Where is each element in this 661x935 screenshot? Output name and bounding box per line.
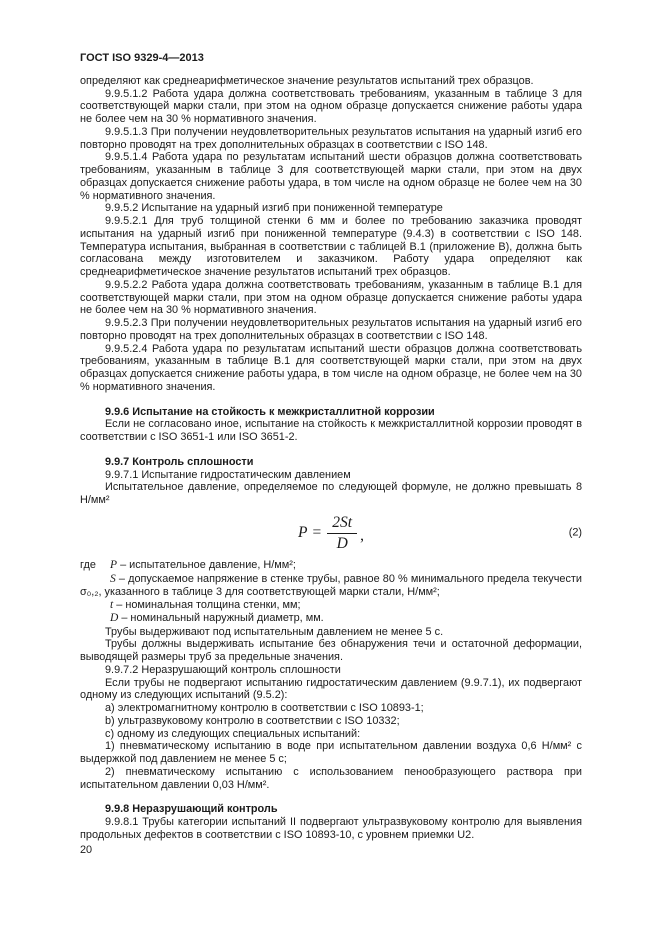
clause-9-9-8-1: 9.9.8.1 Трубы категории испытаний II подвергают ультразвуковому контролю для выявления продольных дефектов в соответствии с ISO 10893-10, с уровнем приемки U2. (80, 816, 582, 841)
formula-definitions (80, 559, 582, 626)
where-lead: где (80, 559, 96, 572)
formula-fraction (327, 514, 357, 553)
definition-P-text: – испытательное давление, Н/мм²; (120, 559, 296, 572)
formula-trailing-comma: , (360, 526, 364, 544)
definition-D-text: – номинальный наружный диаметр, мм. (121, 612, 324, 625)
clause-9-9-6-body: Если не согласовано иное, испытание на стойкость к межкристаллитной коррозии проводят в соответствии с ISO 3651-1 или ISO 3651-2. (80, 418, 582, 444)
list-item-c-1: 1) пневматическому испытанию в воде при испытательном давлении воздуха 0,6 Н/мм² с выдержкой под давлением не менее 5 с; (80, 740, 582, 766)
list-item-b: b) ультразвуковому контролю в соответствии с ISO 10332; (105, 714, 400, 727)
formula-block (80, 514, 582, 553)
symbol-t: t (110, 598, 114, 611)
section-heading-9-9-7: 9.9.7 Контроль сплошности (105, 455, 254, 468)
formula-equals-sign: = (312, 524, 322, 542)
symbol-D: D (110, 612, 119, 625)
section-heading-9-9-8: 9.9.8 Неразрушающий контроль (105, 803, 278, 816)
section-heading-9-9-6: 9.9.6 Испытание на стойкость к межкристаллитной коррозии (105, 405, 435, 418)
list-item-c-2: 2) пневматическому испытанию с использованием пенообразующего раствора при испытательном давлении 0,03 Н/мм². (80, 765, 582, 791)
definition-t-text: – номинальная толщина стенки, мм; (116, 598, 301, 611)
symbol-P: P (110, 559, 118, 572)
clause-9-9-7-1-body: Испытательное давление, определяемое по следующей формуле, не должно превышать 8 Н/мм² (80, 481, 582, 507)
page-number: 20 (80, 843, 93, 856)
clause-9-9-7-2-title: 9.9.7.2 Неразрушающий контроль сплошности (105, 663, 341, 676)
clause-9-9-5-1-2: 9.9.5.1.2 Работа удара должна соответствовать требованиям, указанным в таблице 3 для соответствующей марки стали, при этом на одном образце допускается снижение работы удара не более чем на 30 % нормативного значения. (80, 87, 582, 126)
clause-9-9-5-2-3: 9.9.5.2.3 При получении неудовлетворительных результатов испытания на ударный изгиб его повторно проводят на трех дополнительных образцах в соответствии с ISO 148. (80, 317, 582, 342)
clause-9-9-5-1-3: 9.9.5.1.3 При получении неудовлетворительных результатов испытания на ударный изгиб его повторно проводят на трех дополнительных образцах в соответствии с ISO 148. (80, 125, 582, 151)
clause-pressure-hold: Трубы выдерживают под испытательным давлением не менее 5 с. (105, 625, 444, 638)
definition-D (80, 612, 582, 625)
clause-9-9-5-1-4: 9.9.5.1.4 Работа удара по результатам испытаний шести образцов должна соответствовать требованиям, указанным в таблице 3 для соответствующей марки стали, при этом на двух образцах допускается снижение работы удара, в том числе на одном образце не более чем на 30 % нормативного значения. (80, 151, 582, 202)
list-item-a: a) электромагнитному контролю в соответствии с ISO 10893-1; (105, 702, 424, 715)
definition-P (80, 559, 582, 572)
clause-9-9-7-2-body: Если трубы не подвергают испытанию гидростатическим давлением (9.9.7.1), их подвергают одному из следующих испытаний (9.5.2): (80, 676, 582, 702)
clause-9-9-5-2-2: 9.9.5.2.2 Работа удара должна соответствовать требованиям, указанным в таблице B.1 для соответствующей марки стали, при этом на одном образце допускается снижение работы удара не более чем на 30 % нормативного значения. (80, 278, 582, 317)
definition-t (80, 599, 582, 612)
list-item-c: c) одному из следующих специальных испытаний: (105, 727, 361, 740)
clause-9-9-5-2-4: 9.9.5.2.4 Работа удара по результатам испытаний шести образцов должна соответствовать требованиям, указанным в таблице B.1 для соответствующей марки стали, при этом на двух образцах допускается снижение работы удара, в том числе на одном образце, не более чем на 30 % нормативного значения. (80, 342, 582, 393)
formula-equation (298, 514, 364, 553)
document-header: ГОСТ ISO 9329-4—2013 (80, 52, 204, 64)
clause-9-9-5-2-1: 9.9.5.2.1 Для труб толщиной стенки 6 мм и более по требованию заказчика проводят испытания на ударный изгиб при пониженной температуре (9.4.3) в соответствии с ISO 148. Температура испытания, выбранная в соответствии с таблицей B.1 (приложение B), должна быть согласована между изготовителем и заказчиком. Работу удара определяют как среднеарифметическое значение результатов испытаний трех образцов. (80, 215, 582, 279)
formula-numerator: 2St (327, 514, 357, 534)
symbol-S: S (110, 572, 116, 585)
equation-number: (2) (568, 527, 582, 540)
clause-9-9-7-1-title: 9.9.7.1 Испытание гидростатическим давлением (105, 468, 351, 481)
clause-9-9-5-2-title: 9.9.5.2 Испытание на ударный изгиб при пониженной температуре (105, 202, 443, 215)
formula-lhs: P (298, 524, 308, 542)
clause-pressure-result: Трубы должны выдерживать испытание без обнаружения течи и остаточной деформации, выводящей размеры труб за предельные значения. (80, 638, 582, 664)
formula-denominator: D (336, 534, 348, 552)
definition-S (80, 573, 582, 599)
definition-S-text: – допускаемое напряжение в стенке трубы, равное 80 % минимального предела текучести σ₀,₂, указанного в таблице 3 для соответствующей марки стали, Н/мм²; (80, 572, 582, 599)
paragraph-continuation: определяют как среднеарифметическое значение результатов испытаний трех образцов. (80, 74, 534, 87)
